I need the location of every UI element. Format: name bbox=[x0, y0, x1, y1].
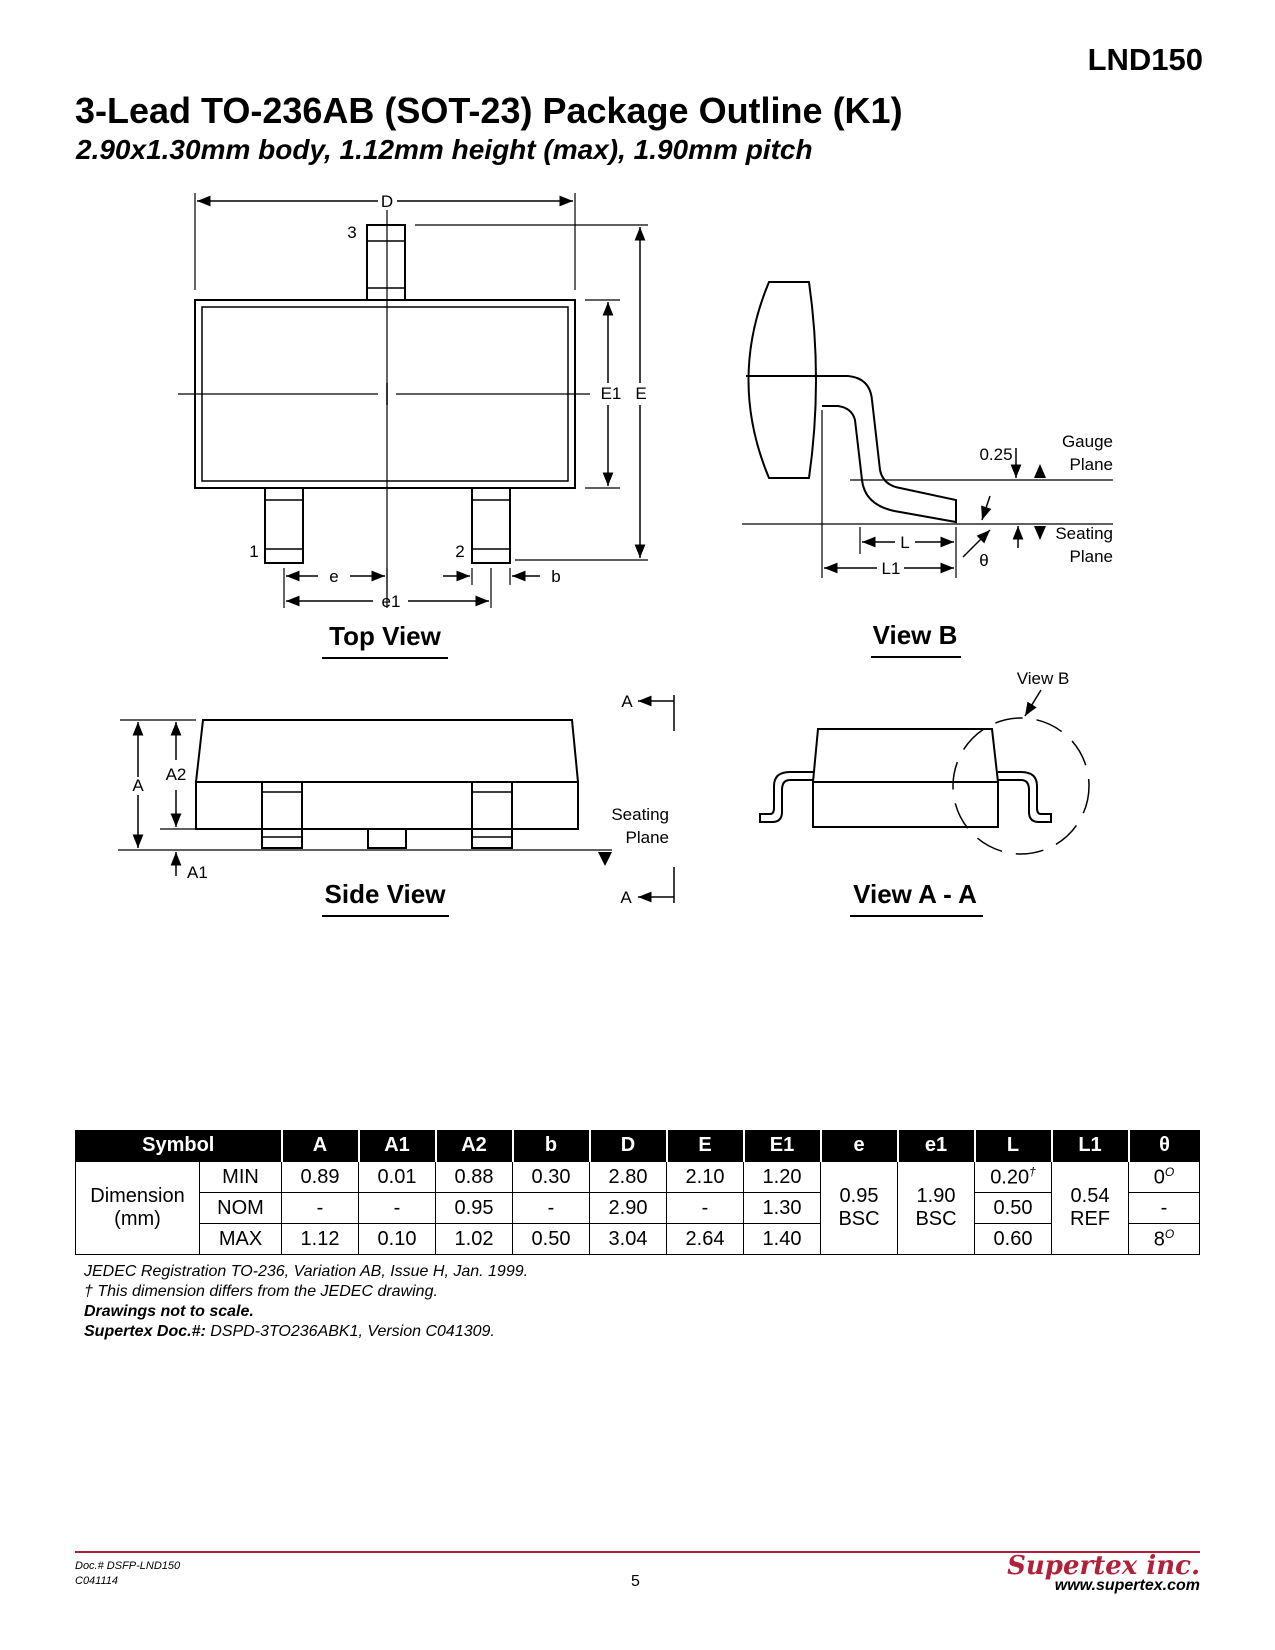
cell-E1-min: 1.20 bbox=[744, 1162, 821, 1193]
pin-label-1: 1 bbox=[249, 542, 259, 561]
cell-D-nom: 2.90 bbox=[590, 1193, 667, 1224]
cell-L1-value: 0.54 bbox=[1070, 1185, 1110, 1207]
degree-mark: O bbox=[1164, 1164, 1175, 1179]
seating-plane-label-line2: Plane bbox=[1069, 547, 1113, 566]
part-number: LND150 bbox=[1087, 42, 1203, 77]
header-e: e bbox=[821, 1130, 898, 1162]
row-label-nom: NOM bbox=[200, 1193, 282, 1224]
note-doc-value: DSPD-3TO236ABK1, Version C041309. bbox=[205, 1323, 495, 1340]
cell-e1-value: 1.90 bbox=[916, 1185, 956, 1207]
dim-label-E1: E1 bbox=[600, 384, 622, 403]
header-A2: A2 bbox=[436, 1130, 513, 1162]
cell-A2-nom: 0.95 bbox=[436, 1193, 513, 1224]
table-header-row bbox=[76, 1130, 1200, 1162]
row-label-max: MAX bbox=[200, 1224, 282, 1255]
footer-doc-number: Doc.# DSFP-LND150 bbox=[75, 1560, 181, 1572]
degree-mark: O bbox=[1164, 1226, 1175, 1241]
cell-b-nom: - bbox=[513, 1193, 590, 1224]
seating-plane-label-line1: Seating bbox=[1055, 524, 1113, 543]
cell-L-max: 0.60 bbox=[975, 1224, 1052, 1255]
cell-A1-nom: - bbox=[359, 1193, 436, 1224]
cell-A2-max: 1.02 bbox=[436, 1224, 513, 1255]
dim-label-theta: θ bbox=[979, 551, 989, 570]
header-D: D bbox=[590, 1130, 667, 1162]
top-view-caption: Top View bbox=[329, 621, 441, 651]
header-e1: e1 bbox=[898, 1130, 975, 1162]
cell-e-value: 0.95 bbox=[839, 1185, 879, 1207]
header-E: E bbox=[667, 1130, 744, 1162]
cell-A-max: 1.12 bbox=[282, 1224, 359, 1255]
cell-A2-min: 0.88 bbox=[436, 1162, 513, 1193]
dimension-label-line2: (mm) bbox=[114, 1208, 161, 1230]
cell-D-max: 3.04 bbox=[590, 1224, 667, 1255]
table-row bbox=[76, 1193, 1200, 1224]
cell-E1-max: 1.40 bbox=[744, 1224, 821, 1255]
header-b: b bbox=[513, 1130, 590, 1162]
cell-E-min: 2.10 bbox=[667, 1162, 744, 1193]
cell-D-min: 2.80 bbox=[590, 1162, 667, 1193]
dim-label-A: A bbox=[132, 776, 144, 795]
website-link[interactable]: www.supertex.com bbox=[1054, 1577, 1200, 1594]
view-aa-drawing bbox=[760, 690, 1089, 854]
side-view-labels bbox=[132, 692, 669, 907]
top-view-labels bbox=[249, 192, 646, 611]
dimension-table bbox=[75, 1130, 1200, 1255]
table-row bbox=[76, 1224, 1200, 1255]
cell-theta-min-value: 0 bbox=[1153, 1166, 1165, 1189]
note-scale: Drawings not to scale. bbox=[84, 1303, 254, 1320]
header-theta: θ bbox=[1129, 1130, 1200, 1162]
dimension-row-label bbox=[76, 1162, 200, 1255]
table-notes bbox=[84, 1262, 528, 1342]
view-b-caption: View B bbox=[872, 620, 958, 650]
cell-L-nom: 0.50 bbox=[975, 1193, 1052, 1224]
cell-e-note: BSC bbox=[838, 1208, 880, 1230]
note-dagger: † This dimension differs from the JEDEC drawing. bbox=[84, 1283, 438, 1300]
page-number: 5 bbox=[631, 1573, 640, 1590]
dim-label-A1: A1 bbox=[187, 863, 208, 882]
cell-b-max: 0.50 bbox=[513, 1224, 590, 1255]
dim-label-E: E bbox=[635, 384, 647, 403]
row-label-min: MIN bbox=[200, 1162, 282, 1193]
footer-doc-info bbox=[75, 1559, 180, 1589]
pin-label-3: 3 bbox=[347, 223, 357, 242]
table-row bbox=[76, 1162, 1200, 1193]
cell-e1 bbox=[898, 1162, 975, 1255]
cell-A1-max: 0.10 bbox=[359, 1224, 436, 1255]
cell-E-nom: - bbox=[667, 1193, 744, 1224]
dim-label-e1: e1 bbox=[381, 592, 401, 611]
note-jedec: JEDEC Registration TO-236, Variation AB, Issue H, Jan. 1999. bbox=[84, 1263, 529, 1280]
cell-e bbox=[821, 1162, 898, 1255]
cell-E1-nom: 1.30 bbox=[744, 1193, 821, 1224]
cell-theta-max-value: 8 bbox=[1153, 1228, 1165, 1251]
cell-theta-min bbox=[1129, 1162, 1200, 1193]
gauge-plane-label-line1: Gauge bbox=[1061, 432, 1113, 451]
view-b-markers bbox=[1034, 464, 1046, 540]
gauge-value-label: 0.25 bbox=[979, 445, 1013, 464]
note-doc-label: Supertex Doc.#: bbox=[84, 1323, 206, 1340]
header-A1: A1 bbox=[359, 1130, 436, 1162]
side-view-caption: Side View bbox=[324, 879, 446, 909]
cell-A-nom: - bbox=[282, 1193, 359, 1224]
cell-L-min-value: 0.20 bbox=[990, 1166, 1030, 1189]
gauge-plane-label-line2: Plane bbox=[1069, 455, 1113, 474]
section-a-top-label: A bbox=[621, 692, 633, 711]
view-b-callout-label: View B bbox=[1016, 669, 1070, 688]
dim-label-L: L bbox=[900, 533, 910, 552]
cell-E-max: 2.64 bbox=[667, 1224, 744, 1255]
cell-L1 bbox=[1052, 1162, 1129, 1255]
header-symbol: Symbol bbox=[76, 1130, 282, 1162]
header-L1: L1 bbox=[1052, 1130, 1129, 1162]
dagger-mark: † bbox=[1029, 1164, 1036, 1179]
dim-label-e: e bbox=[329, 567, 339, 586]
dimension-label-line1: Dimension bbox=[90, 1185, 185, 1207]
cell-theta-nom: - bbox=[1129, 1193, 1200, 1224]
dim-label-L1: L1 bbox=[881, 559, 901, 578]
page-title: 3-Lead TO-236AB (SOT-23) Package Outline (K1) bbox=[75, 90, 903, 131]
brand-logo: Supertex inc. bbox=[1007, 1551, 1200, 1581]
seating-plane-marker bbox=[598, 852, 612, 866]
header-A: A bbox=[282, 1130, 359, 1162]
view-b-labels bbox=[882, 432, 1113, 578]
cell-A1-min: 0.01 bbox=[359, 1162, 436, 1193]
cell-e1-note: BSC bbox=[915, 1208, 957, 1230]
header-L: L bbox=[975, 1130, 1052, 1162]
dim-label-A2: A2 bbox=[165, 765, 187, 784]
view-aa-caption: View A - A bbox=[853, 879, 977, 909]
header-E1: E1 bbox=[744, 1130, 821, 1162]
dim-label-b: b bbox=[551, 567, 561, 586]
page-subtitle: 2.90x1.30mm body, 1.12mm height (max), 1.90mm pitch bbox=[76, 134, 813, 165]
cell-b-min: 0.30 bbox=[513, 1162, 590, 1193]
seating-plane-label-line2: Plane bbox=[625, 828, 669, 847]
cell-theta-max bbox=[1129, 1224, 1200, 1255]
footer-revision: C041114 bbox=[75, 1575, 119, 1587]
seating-plane-label-line1: Seating bbox=[611, 805, 669, 824]
cell-L1-note: REF bbox=[1070, 1208, 1110, 1230]
dim-label-D: D bbox=[380, 192, 394, 211]
note-doc bbox=[84, 1322, 528, 1342]
cell-A-min: 0.89 bbox=[282, 1162, 359, 1193]
cell-L-min bbox=[975, 1162, 1052, 1193]
pin-label-2: 2 bbox=[455, 542, 465, 561]
section-a-bottom-label: A bbox=[620, 888, 632, 907]
